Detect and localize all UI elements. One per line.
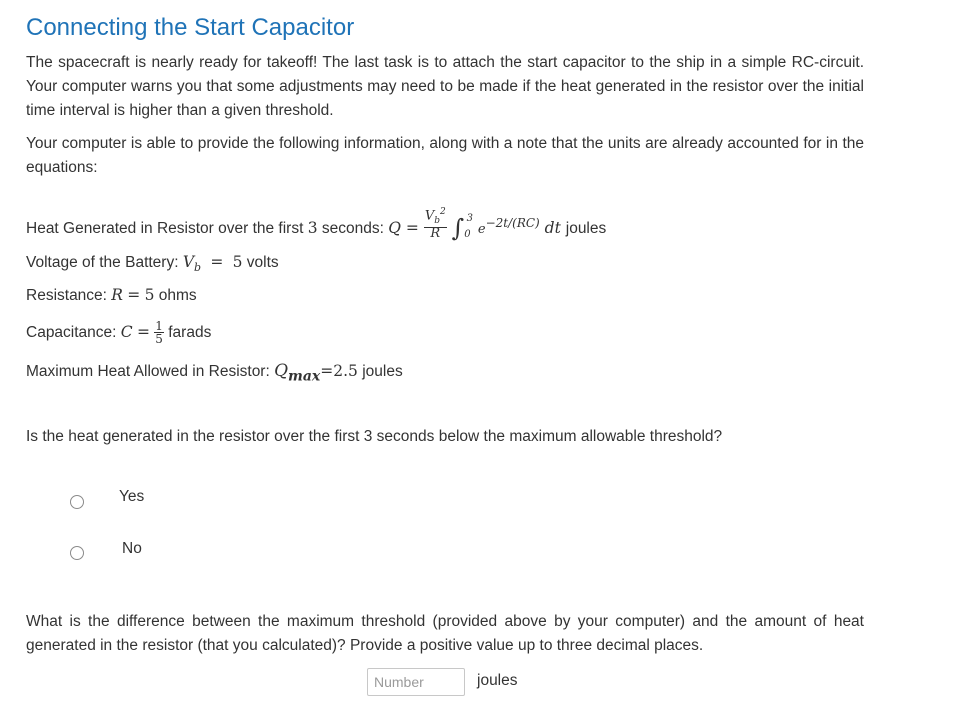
heat-label: Heat Generated in Resistor over the first (26, 220, 304, 238)
heat-generated-row (26, 207, 607, 247)
no-radio[interactable] (70, 546, 84, 560)
max-heat-label: Maximum Heat Allowed in Resistor: (26, 363, 270, 380)
heat-unit: joules (565, 220, 607, 238)
voltage-value: 5 (232, 253, 243, 271)
equals-sign: = (136, 323, 150, 341)
capacitance-symbol: C (120, 323, 133, 341)
heat-seconds: 3 (307, 219, 318, 238)
voltage-symbol: $V_b$ (182, 253, 202, 275)
voltage-unit: volts (246, 254, 279, 271)
intro-paragraph: The spacecraft is nearly ready for takeoff! The last task is to attach the start capacitor to the ship in a simple RC-circuit. Your computer warns you that some adjustments may need to be made if the heat generated in the resistor over the initial time interval is higher than a given threshold. (26, 54, 864, 119)
answer-number-input[interactable] (367, 668, 465, 696)
no-label[interactable]: No (122, 540, 142, 557)
capacitance-label: Capacitance: (26, 324, 117, 341)
resistance-row (26, 283, 197, 308)
capacitance-unit: farads (168, 324, 212, 341)
max-heat-row (26, 359, 403, 388)
page-title: Connecting the Start Capacitor (26, 14, 355, 41)
question-2: What is the difference between the maximum threshold (provided above by your computer) and the amount of heat generated in the resistor (that you calculated)? Provide a positive value up to three decimal places. (26, 613, 864, 654)
equals-sign: = (205, 253, 229, 271)
yes-radio[interactable] (70, 495, 84, 509)
equals-sign: = (320, 362, 334, 380)
heat-seconds-unit: seconds: (321, 220, 384, 238)
resistance-label: Resistance: (26, 287, 107, 304)
question-1: Is the heat generated in the resistor over the first 3 seconds below the maximum allowable threshold? (26, 428, 723, 445)
max-heat-subscript: max (288, 368, 321, 385)
heat-formula-fraction: $\frac{V_b^2}{R}$ (424, 207, 446, 242)
capacitance-fraction (154, 320, 164, 345)
voltage-label: Voltage of the Battery: (26, 254, 179, 271)
resistance-value: 5 (144, 286, 155, 304)
answer-unit: joules (477, 672, 518, 689)
equals-sign: = (127, 286, 141, 304)
heat-formula: Q = $\frac{V_b^2}{R}$ $\int_0^3$ $e^{-2t/(RC)}$ dt (388, 207, 561, 243)
info-intro-paragraph: Your computer is able to provide the following information, along with a note that the units are already accounted for in the equations: (26, 135, 864, 176)
capacitance-numerator: 1 (155, 319, 163, 334)
capacitance-row (26, 320, 211, 345)
yes-label[interactable]: Yes (119, 488, 145, 505)
max-heat-unit: joules (362, 363, 403, 380)
resistance-symbol: R (111, 286, 123, 304)
voltage-row (26, 250, 279, 280)
capacitance-denominator: 5 (155, 332, 163, 347)
resistance-unit: ohms (158, 287, 197, 304)
max-heat-value: 2.5 (333, 362, 358, 380)
max-heat-symbol: $Q_{max}$ (274, 361, 321, 385)
